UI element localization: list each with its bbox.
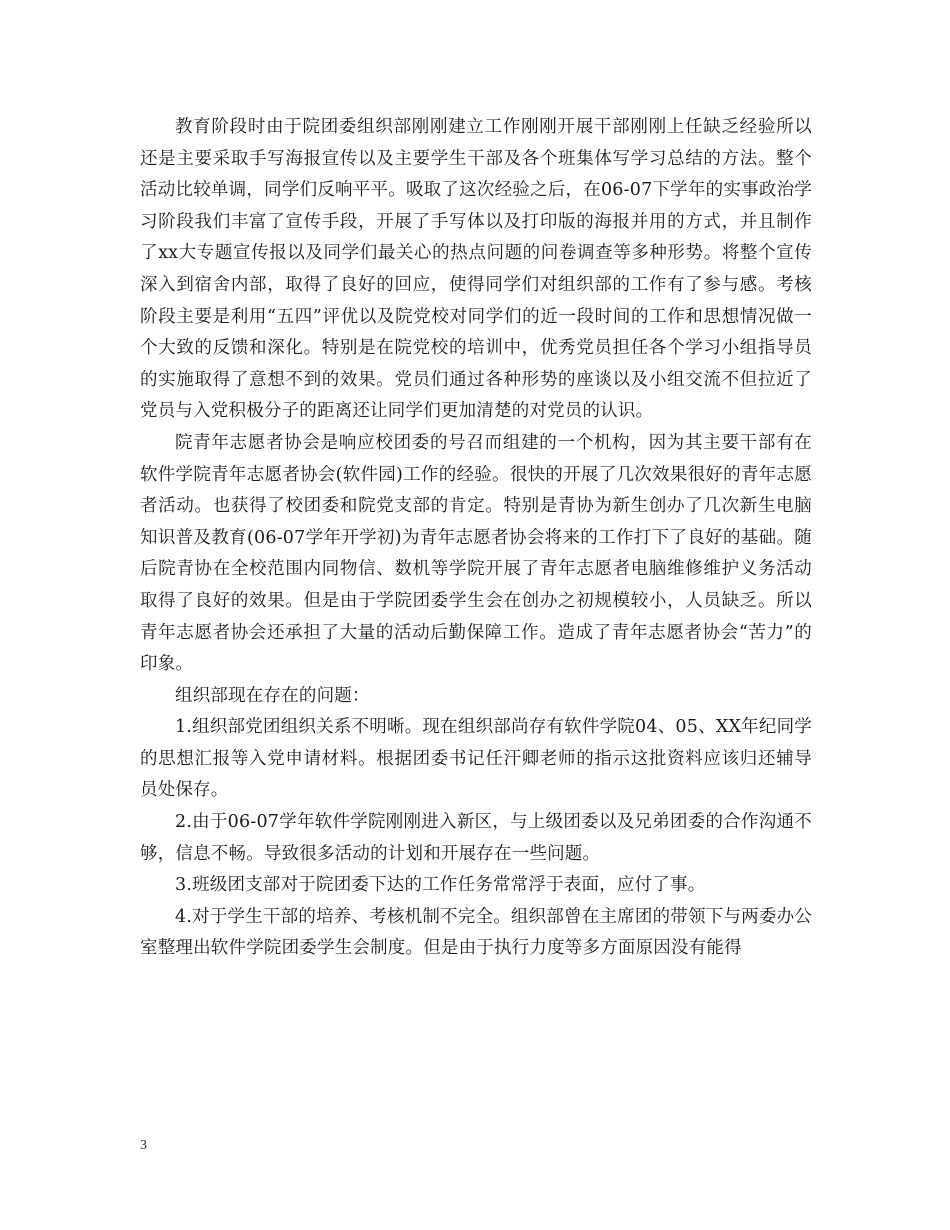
paragraph-problem-2: 2.由于06-07学年软件学院刚刚进入新区，与上级团委以及兄弟团委的合作沟通不够，信息不畅。导致很多活动的计划和开展存在一些问题。 xyxy=(140,812,812,864)
paragraph-education-stage: 教育阶段时由于院团委组织部刚刚建立工作刚刚开展干部刚刚上任缺乏经验所以还是主要采取手写海报宣传以及主要学生干部及各个班集体写学习总结的方法。整个活动比较单调，同学们反响平平。吸取了这次经验之后，在06-07下学年的实事政治学习阶段我们丰富了宣传手段，开展了手写体以及打印版的海报并用的方式，并且制作了xx大专题宣传报以及同学们最关心的热点问题的问卷调查等多种形势。将整个宣传深入到宿舍内部，取得了良好的回应，使得同学们对组织部的工作有了参与感。考核阶段主要是利用“五四”评优以及院党校对同学们的近一段时间的工作和思想情况做一个大致的反馈和深化。特别是在院党校的培训中，优秀党员担任各个学习小组指导员的实施取得了意想不到的效果。党员们通过各种形势的座谈以及小组交流不但拉近了党员与入党积极分子的距离还让同学们更加清楚的对党员的认识。 xyxy=(140,117,812,422)
paragraph-problem-1: 1.组织部党团组织关系不明晰。现在组织部尚存有软件学院04、05、XX年纪同学的思想汇报等入党申请材料。根据团委书记任汗卿老师的指示这批资料应该归还辅导员处保存。 xyxy=(140,717,812,801)
paragraph-volunteer-association: 院青年志愿者协会是响应校团委的号召而组建的一个机构，因为其主要干部有在软件学院青年志愿者协会(软件园)工作的经验。很快的开展了几次效果很好的青年志愿者活动。也获得了校团委和院党支部的肯定。特别是青协为新生创办了几次新生电脑知识普及教育(06-07学年开学初)为青年志愿者协会将来的工作打下了良好的基础。随后院青协在全校范围内同物信、数机等学院开展了青年志愿者电脑维修维护义务活动取得了良好的效果。但是由于学院团委学生会在创办之初规模较小，人员缺乏。所以青年志愿者协会还承担了大量的活动后勤保障工作。造成了青年志愿者协会“苦力”的印象。 xyxy=(140,432,812,675)
page-number: 3 xyxy=(140,1138,147,1153)
document-body xyxy=(140,112,812,965)
paragraph-problem-4: 4.对于学生干部的培养、考核机制不完全。组织部曾在主席团的带领下与两委办公室整理出软件学院团委学生会制度。但是由于执行力度等多方面原因没有能得 xyxy=(140,906,812,959)
paragraph-problem-3: 3.班级团支部对于院团委下达的工作任务常常浮于表面，应付了事。 xyxy=(175,875,706,896)
paragraph-problems-heading: 组织部现在存在的问题： xyxy=(175,685,370,706)
